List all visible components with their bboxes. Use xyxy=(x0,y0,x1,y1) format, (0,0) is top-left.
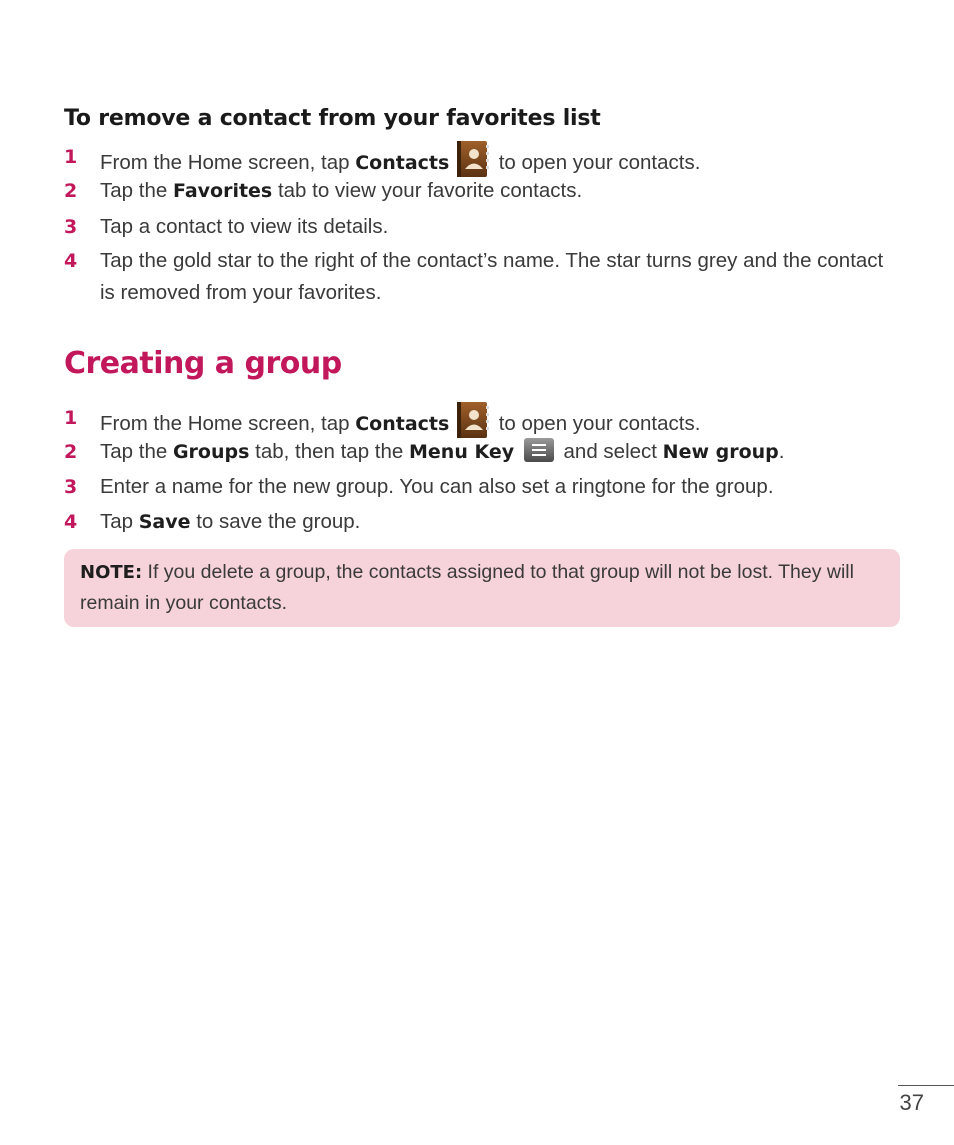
menu-key-icon xyxy=(524,438,554,462)
step-number: 1 xyxy=(64,407,78,429)
list-item xyxy=(64,506,900,538)
step-text: to open your contacts. xyxy=(493,412,701,435)
contacts-label: Contacts xyxy=(355,413,450,435)
list-item xyxy=(64,471,900,506)
step-text: Tap xyxy=(100,510,139,533)
step-number: 3 xyxy=(64,476,78,498)
step-text: From the Home screen, tap xyxy=(100,151,356,174)
note-label: NOTE: xyxy=(80,562,143,583)
step-text: . xyxy=(778,440,785,463)
footer-rule xyxy=(898,1085,954,1086)
groups-label: Groups xyxy=(172,441,250,463)
step-text: tab to view your favorite contacts. xyxy=(272,179,583,202)
save-label: Save xyxy=(138,511,191,533)
step-text: to open your contacts. xyxy=(493,151,701,174)
step-number: 3 xyxy=(64,216,78,238)
contacts-icon xyxy=(457,141,489,177)
step-number: 2 xyxy=(64,180,78,202)
favorites-label: Favorites xyxy=(172,180,273,202)
step-number: 1 xyxy=(64,146,78,168)
list-item xyxy=(64,402,900,436)
section-heading: Creating a group xyxy=(64,346,342,381)
list-item xyxy=(64,175,900,211)
group-steps-list xyxy=(64,402,900,538)
step-text: Tap the xyxy=(100,179,173,202)
page-number: 37 xyxy=(899,1090,924,1115)
step-text: Tap the xyxy=(100,440,173,463)
step-text: Enter a name for the new group. You can also set a ringtone for the group. xyxy=(100,475,774,498)
list-item xyxy=(64,436,900,471)
favorites-steps-list xyxy=(64,141,900,309)
step-number: 4 xyxy=(64,250,78,272)
menu-key-label: Menu Key xyxy=(409,441,515,463)
step-text: From the Home screen, tap xyxy=(100,412,356,435)
favorites-subheading: To remove a contact from your favorites list xyxy=(64,106,601,131)
note-text: If you delete a group, the contacts assigned to that group will not be lost. They will remain in your contacts. xyxy=(80,561,854,614)
note-box xyxy=(64,549,900,627)
step-text: to save the group. xyxy=(190,510,361,533)
contacts-label: Contacts xyxy=(355,152,450,174)
step-text: tab, then tap the xyxy=(249,440,409,463)
contacts-icon xyxy=(457,402,489,438)
step-number: 2 xyxy=(64,441,78,463)
step-text: Tap the gold star to the right of the contact’s name. The star turns grey and the contact is removed from your favorites. xyxy=(100,249,884,304)
list-item xyxy=(64,141,900,175)
new-group-label: New group xyxy=(662,441,779,463)
list-item xyxy=(64,211,900,245)
step-text: Tap a contact to view its details. xyxy=(100,215,389,238)
step-text: and select xyxy=(557,440,663,463)
step-number: 4 xyxy=(64,511,78,533)
list-item xyxy=(64,245,900,309)
